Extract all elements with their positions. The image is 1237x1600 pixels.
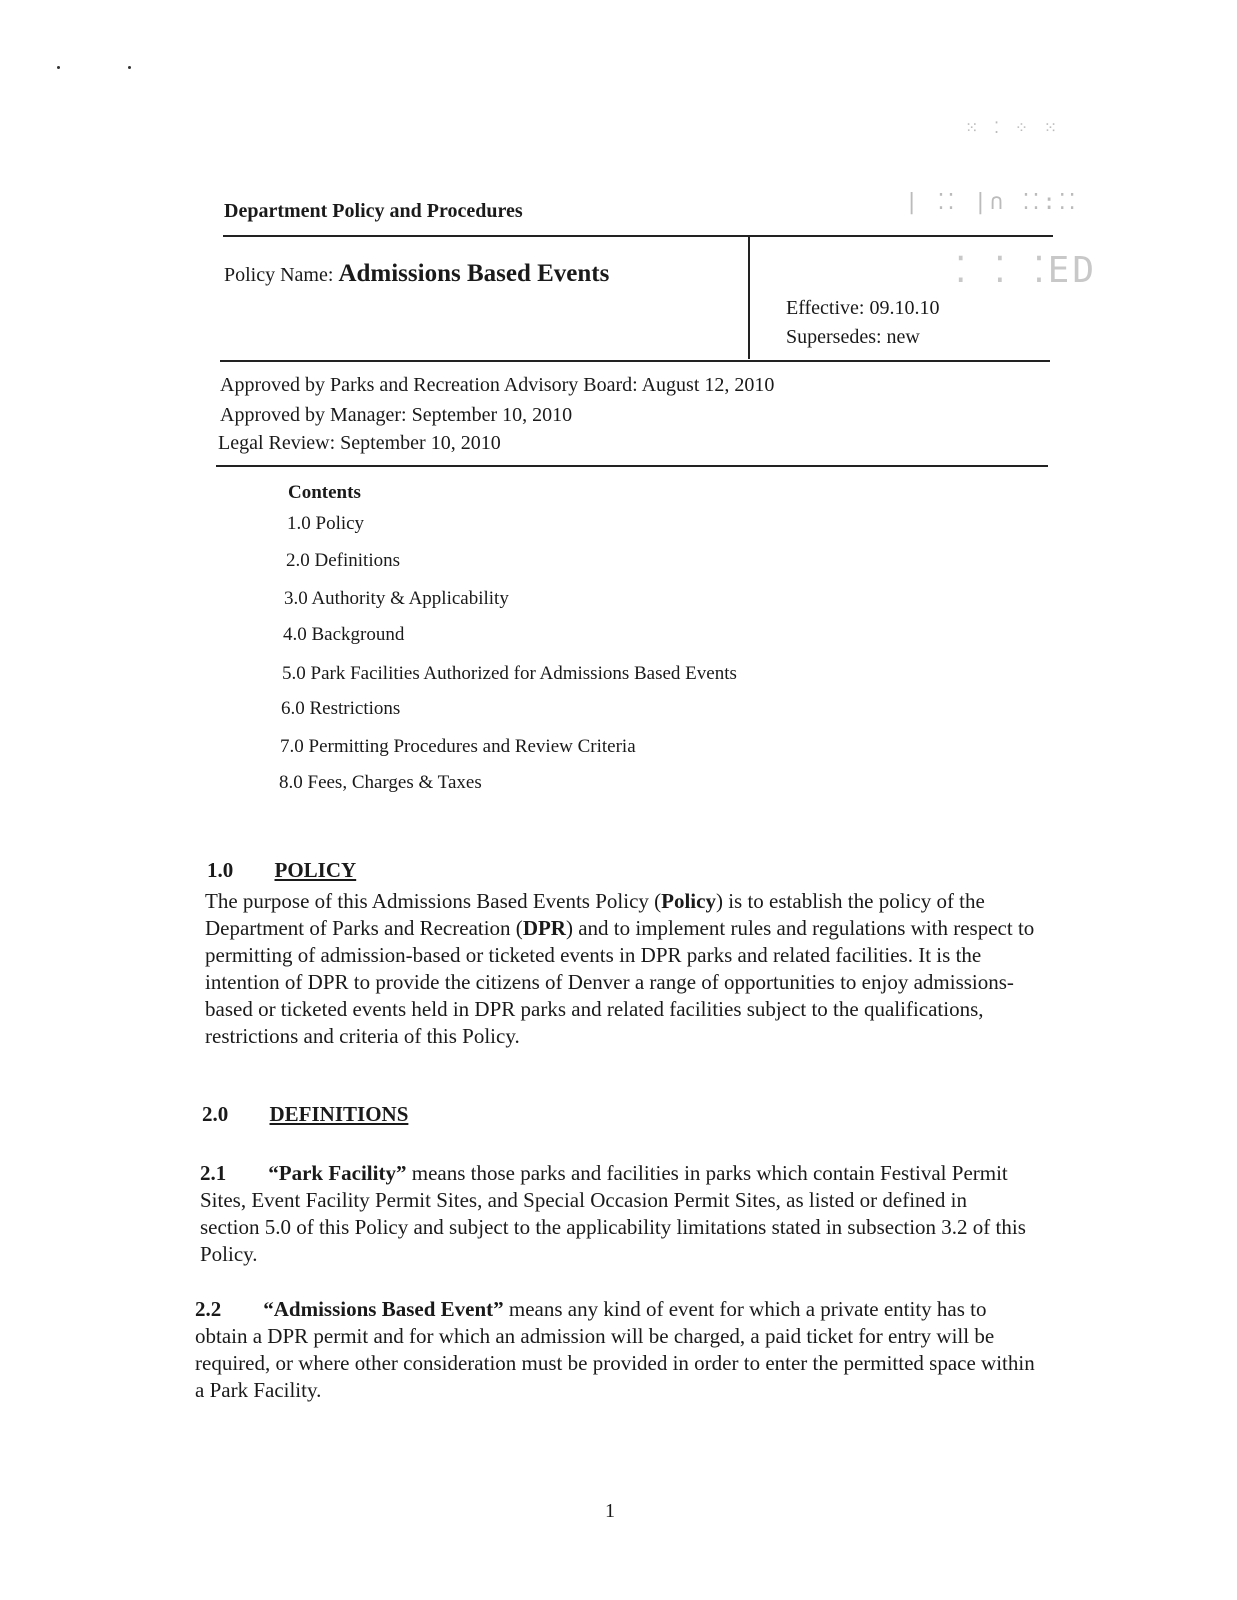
section-number: 2.0	[202, 1102, 229, 1126]
toc-item: 6.0 Restrictions	[281, 698, 401, 719]
received-stamp: ⁚ ⁚ ⁚ED	[955, 250, 1098, 291]
section-1-heading	[207, 858, 356, 883]
effective-date: Effective: 09.10.10	[786, 297, 940, 319]
toc-item: 4.0 Background	[283, 624, 405, 645]
definition-number: 2.1	[200, 1161, 227, 1185]
policy-name-label: Policy Name:	[224, 264, 334, 286]
divider	[223, 235, 1053, 237]
page-number: 1	[605, 1500, 615, 1522]
approval-manager: Approved by Manager: September 10, 2010	[220, 404, 573, 426]
toc-item: 5.0 Park Facilities Authorized for Admissions Based Events	[282, 663, 737, 684]
text: ) is to establish the policy of the Department of Parks and Recreation (	[205, 889, 985, 940]
definition-text: means any kind of event for which a private entity has to obtain a DPR permit and for which an admission will be charged, a paid ticket for entry will be required, or where other consideration must be provided in order to enter the permitted space within a Park Facility.	[195, 1297, 1035, 1402]
supersedes: Supersedes: new	[786, 326, 920, 348]
toc-item: 8.0 Fees, Charges & Taxes	[279, 772, 482, 793]
scan-speck	[128, 66, 131, 69]
policy-paragraph	[205, 888, 1050, 1050]
toc-item: 7.0 Permitting Procedures and Review Criteria	[280, 736, 636, 757]
policy-name-value: Admissions Based Events	[338, 260, 610, 287]
bold-term: DPR	[522, 916, 566, 940]
definition-2-2	[195, 1296, 1040, 1404]
approval-board: Approved by Parks and Recreation Advisory Board: August 12, 2010	[220, 374, 775, 396]
definition-number: 2.2	[195, 1297, 222, 1321]
section-number: 1.0	[207, 858, 234, 882]
toc-item: 3.0 Authority & Applicability	[284, 588, 509, 609]
policy-name	[224, 260, 609, 288]
clerk-stamp: ⁙ ⁚ ⁘ ⁙	[965, 118, 1061, 137]
divider	[220, 360, 1050, 362]
text: ) and to implement rules and regulations with respect to permitting of admission-based or ticketed events in DPR parks and related facilities. It is the intention of DPR to provide the citizens of Denver a range of opportunities to enjoy admissions-based or ticketed events held in DPR parks and related facilities subject to the qualifications, restrictions and criteria of this Policy.	[205, 916, 1035, 1048]
scan-speck	[57, 66, 60, 69]
definition-term: “Park Facility”	[268, 1161, 407, 1185]
department-heading: Department Policy and Procedures	[224, 200, 523, 222]
definition-text: means those parks and facilities in parks which contain Festival Permit Sites, Event Facility Permit Sites, and Special Occasion Permit Sites, as listed or defined in section 5.0 of this Policy and subject to the applicability limitations stated in subsection 3.2 of this Policy.	[200, 1161, 1026, 1266]
section-2-heading	[202, 1102, 408, 1127]
toc-item: 2.0 Definitions	[286, 550, 400, 571]
contents-title: Contents	[288, 482, 361, 503]
definition-2-1	[200, 1160, 1030, 1268]
divider	[216, 465, 1048, 467]
toc-item: 1.0 Policy	[287, 513, 365, 534]
bold-term: Policy	[661, 889, 716, 913]
legal-review: Legal Review: September 10, 2010	[218, 432, 501, 454]
section-title: DEFINITIONS	[269, 1102, 409, 1126]
date-stamp: | ⁚⁚ |∩ ⁚⁚:⁚⁚	[905, 190, 1079, 215]
text: The purpose of this Admissions Based Events Policy (	[205, 889, 662, 913]
definition-term: “Admissions Based Event”	[263, 1297, 504, 1321]
section-title: POLICY	[274, 858, 357, 882]
divider	[748, 235, 750, 359]
